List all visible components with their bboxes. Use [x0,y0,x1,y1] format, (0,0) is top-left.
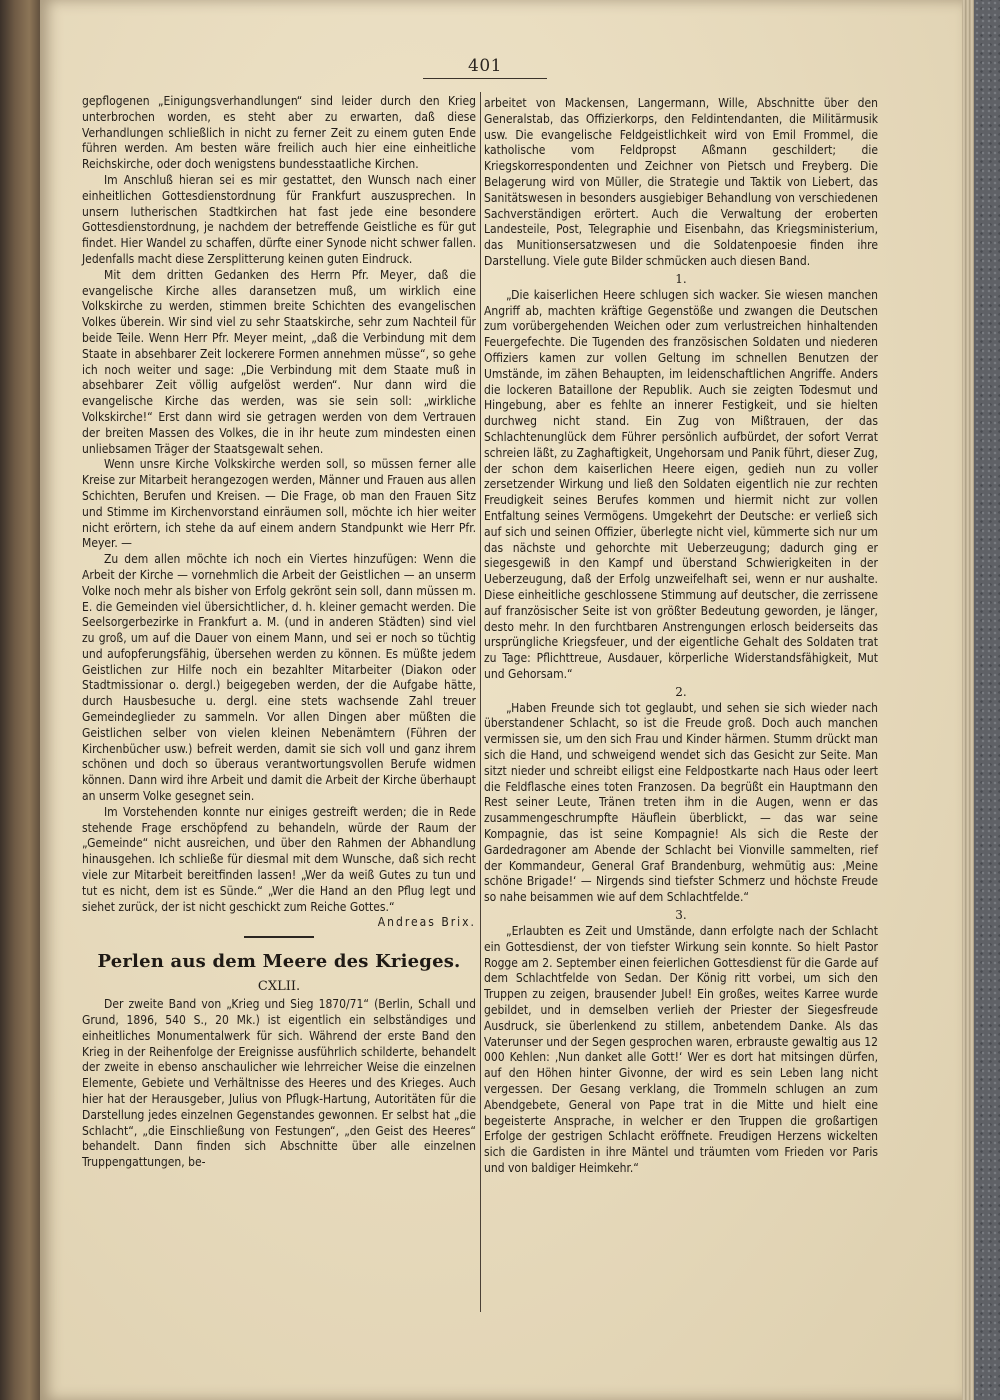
header-rule [423,78,547,79]
page-edges [958,0,1000,1400]
paragraph: Wenn unsre Kirche Volkskirche werden soll, so müssen ferner alle Kreise zur Mitarbeit herangezogen werden, Männer und Frauen aus allen Schichten, Berufen und Kreisen. — Die Frage, ob man den Frauen Sitz und Stimme im Kirchenvorstand einräumen soll, möchte ich hier weiter nicht erörtern, ich stehe da auf einem andern Standpunkt wie Herr Pfr. Meyer. — [82,457,476,551]
page-number: 401 [468,56,502,76]
paragraph: gepflogenen „Einigungsverhandlungen“ sind leider durch den Krieg unterbrochen worden, es steht aber zu erwarten, daß diese Verhandlungen schließlich in nicht zu ferner Zeit zu einem guten Ende führen werden. Am besten wäre freilich auch hier eine einheitliche Reichskirche, oder doch wenigstens bundesstaatliche Kirchen. [82,94,476,172]
book-page [40,0,962,1400]
numbered-heading: 1. [675,271,687,286]
paragraph: Der zweite Band von „Krieg und Sieg 1870/71“ (Berlin, Schall und Grund, 1896, 540 S., 20 Mk.) ist eigentlich ein selbständiges und einheitliches Monumentalwerk für sich. Während der erste Band den Krieg in der Reihenfolge der Ereignisse ausführlich schilderte, behandelt der zweite in ebenso anschaulicher wie lehrreicher Weise die einzelnen Elemente, Gebiete und Verhältnisse des Heeres und des Krieges. Auch hier hat der Herausgeber, Julius von Pflugk-Hartung, Autoritäten für die Darstellung jedes einzelnen Gegenstandes gewonnen. Er selbst hat „die Schlacht“, „die Einschließung von Festungen“, „den Geist des Heeres“ behandelt. Dann finden sich Abschnitte über alle einzelnen Truppengattungen, be- [82,997,476,1170]
numbered-heading: 2. [675,684,687,699]
section-number: CXLII. [257,979,301,995]
paragraph: „Erlaubten es Zeit und Umstände, dann erfolgte nach der Schlacht ein Gottesdienst, der von tiefster Wirkung sein konnte. So hielt Pastor Rogge am 2. September einen feierlichen Gottesdienst für die Garde auf dem Schlachtfelde von Sedan. Der König ritt vorbei, um sich den Truppen zu zeigen, brausender Jubel! Ein großes, weites Karree wurde gebildet, und in demselben verlieh der Priester der Siegesfreude Ausdruck, sie überlenkend zu stillem, anbetendem Danke. Als das Vaterunser und der Segen gesprochen waren, erbrauste gewaltig aus 12 000 Kehlen: ‚Nun danket alle Gott!‘ Wer es dort hat mitsingen dürfen, auf den Höhen hinter Givonne, der wird es sein Leben lang nicht vergessen. Der Gesang verklang, die Trommeln schlugen an zum Abendgebete, General von Pape trat in die Mitte und hielt eine begeisterte Ansprache, in welcher er den Truppen die großartigen Erfolge der gestrigen Schlacht eröffnete. Freudigen Herzens wickelten sich die Gardisten in ihre Mäntel und träumten vom Frieden vor Paris und von baldiger Heimkehr.“ [484,924,878,1175]
column-divider [480,92,481,1312]
paragraph: „Die kaiserlichen Heere schlugen sich wacker. Sie wiesen manchen Angriff ab, machten kräftige Gegenstöße und zwangen die Deutschen zum vorübergehenden Weichen oder zum verlustreichen hinhaltenden Feuergefechte. Die Tugenden des französischen Soldaten und niederen Offiziers kamen zur vollen Geltung im schnellen Benutzen der Umstände, im zähen Behaupten, im leidenschaftlichen Angriffe. Anders die lockeren Bataillone der Republik. Auch sie zeigten Todesmut und Hingebung, aber es fehlte an innerer Festigkeit, und sie hielten durchweg nicht stand. Ein Zug von Mißtrauen, der das Schlachtenunglück dem Führer persönlich aufbürdet, der sofort Verrat schreien läßt, zu Zaghaftigkeit, Ungehorsam und Panik führt, dieser Zug, der schon dem kaiserlichen Heere eigen, gedieh nun zu voller zersetzender Wirkung und ließ den Soldaten eigentlich nie zur rechten Freudigkeit seines Berufes kommen und hiermit nicht zur vollen Entfaltung seines Vermögens. Umgekehrt der Deutsche: er verließ sich auf sich und seinen Offizier, überlegte nicht viel, kümmerte sich nur um das nächste und gehorchte mit Ueberzeugung; dadurch ging er siegesgewiß in den Kampf und überstand Schwierigkeiten in der Ueberzeugung, daß der Erfolg unzweifelhaft sei, wenn er nur aushalte. Diese einheitliche geschlossene Stimmung auf deutscher, die zerrissene auf französischer Seite ist von größter Bedeutung geworden, je länger, desto mehr. In den furchtbaren Anstrengungen erlosch beiderseits das ursprüngliche Kriegsfeuer, und der eigentliche Gehalt des Soldaten trat zu Tage: Pflichttreue, Ausdauer, körperliche Widerstandsfähigkeit, Mut und Gehorsam.“ [484,287,878,681]
paragraph: Mit dem dritten Gedanken des Herrn Pfr. Meyer, daß die evangelische Kirche alles daransetzen muß, um wirklich eine Volkskirche zu werden, stimmen breite Schichten des evangelischen Volkes überein. Wir sind viel zu sehr Staatskirche, sehr zum Nachteil für beide Teile. Wenn Herr Pfr. Meyer meint, „daß die Verbindung mit dem Staate in absehbarer Zeit lockerere Formen annehmen müsse“, so gehe ich noch weiter und sage: „Die Verbindung mit dem Staate muß in absehbarer Zeit völlig aufgelöst werden“. Nur dann wird die evangelische Kirche das werden, was sie sein soll: „wirkliche Volkskirche!“ Erst dann wird sie getragen werden von dem Vertrauen der breiten Massen des Volkes, die in ihr heute zum mindesten einen unliebsamen Träger der Staatsgewalt sehen. [82,267,476,456]
paragraph: Im Anschluß hieran sei es mir gestattet, den Wunsch nach einer einheitlichen Gottesdienstordnung für Frankfurt auszusprechen. In unsern lutherischen Stadtkirchen hat fast jede eine besondere Gottesdienstordnung, je nachdem der betreffende Geistliche es für gut findet. Hier Wandel zu schaffen, dürfte einer Synode nicht schwer fallen. Jedenfalls macht diese Zersplitterung keinen guten Eindruck. [82,172,476,266]
book-binding [0,0,42,1400]
paragraph: „Haben Freunde sich tot geglaubt, und sehen sie sich wieder nach überstandener Schlacht, so ist die Freude groß. Doch auch manchen vermissen sie, um den sich Frau und Kinder härmen. Stumm drückt man sich die Hand, und schweigend wendet sich das Gesicht zur Seite. Man sitzt nieder und schreibt eiligst eine Feldpostkarte nach Haus oder leert die Feldflasche eines toten Franzosen. Da begrüßt ein Hauptmann den Rest seiner Leute, Tränen treten ihm in die Augen, wenn er das zusammengeschrumpfte Häuflein überblickt, — das war seine Kompagnie, das ist seine Kompagnie! Als sich die Reste der Gardedragoner am Abende der Schlacht bei Vionville sammelten, rief der Kommandeur, General Graf Brandenburg, wehmütig aus: ‚Meine schöne Brigade!‘ — Nirgends sind tiefster Schmerz und höchste Freude so nahe beisammen wie auf dem Schlachtfelde.“ [484,700,878,905]
section-separator [244,936,314,938]
marbled-cover [974,0,1000,1400]
author-signature: Andreas Brix. [377,915,476,930]
paragraph: arbeitet von Mackensen, Langermann, Wille, Abschnitte über den Generalstab, das Offizierkorps, den Feldintendanten, die Militärmusik usw. Die evangelische Feldgeistlichkeit wird von Emil Frommel, die katholische vom Feldpropst Aßmann geschildert; die Kriegskorrespondenten und Zeichner von Pietsch und Freyberg. Die Belagerung wird von Müller, die Strategie und Taktik von Liebert, das Sanitätswesen in besonders ausgiebiger Behandlung von verschiedenen Sachverständigen erörtert. Auch die Verwaltung der eroberten Landesteile, Post, Telegraphie und Eisenbahn, das Kriegsministerium, das Munitionsersatzwesen und die Soldatenpoesie finden ihre Darstellung. Viele gute Bilder schmücken auch diesen Band. [484,96,878,268]
paragraph: Zu dem allen möchte ich noch ein Viertes hinzufügen: Wenn die Arbeit der Kirche — vornehmlich die Arbeit der Geistlichen — an unserm Volke noch mehr als bisher von Erfolg gekrönt sein soll, dann müssen m. E. die Gemeinden viel übersichtlicher, d. h. kleiner gemacht werden. Die Seelsorgerbezirke in Frankfurt a. M. (und in anderen Städten) sind viel zu groß, um auf die Dauer von einem Mann, und sei er noch so tüchtig und aufopferungsfähig, übersehen werden zu können. Es müßte jedem Geistlichen zur Hilfe noch ein bezahlter Mitarbeiter (Diakon oder Stadtmissionar o. dergl.) beigegeben werden, der die Aufgabe hätte, durch Hausbesuche u. dergl. eine stets wachsende Zahl treuer Gemeindeglieder zu sammeln. Vor allen Dingen aber müßten die Geistlichen selber von vielen kleinen Nebenämtern (Führen der Kirchenbücher usw.) befreit werden, damit sie sich voll und ganz ihrem schönen und doch so überaus verantwortungsvollen Berufe widmen können. Dann wird ihre Arbeit und damit die Arbeit der Kirche überhaupt an unserm Volke gesegnet sein. [82,552,476,804]
left-column [82,94,476,1171]
numbered-heading: 3. [675,908,687,923]
section-title: Perlen aus dem Meere des Krieges. [97,951,461,973]
paragraph: Im Vorstehenden konnte nur einiges gestreift werden; die in Rede stehende Frage erschöpfend zu behandeln, würde der Raum der „Gemeinde“ nicht ausreichen, und über den Rahmen der Abhandlung hinausgehen. Ich schließe für diesmal mit dem Wunsche, daß sich recht viele zur Mitarbeit bereitfinden lassen! „Wer da weiß Gutes zu tun und tut es nicht, dem ist es Sünde.“ „Wer die Hand an den Pflug legt und siehet zurück, der ist nicht geschickt zum Reiche Gottes.“ [82,804,476,914]
right-column [484,96,878,1177]
